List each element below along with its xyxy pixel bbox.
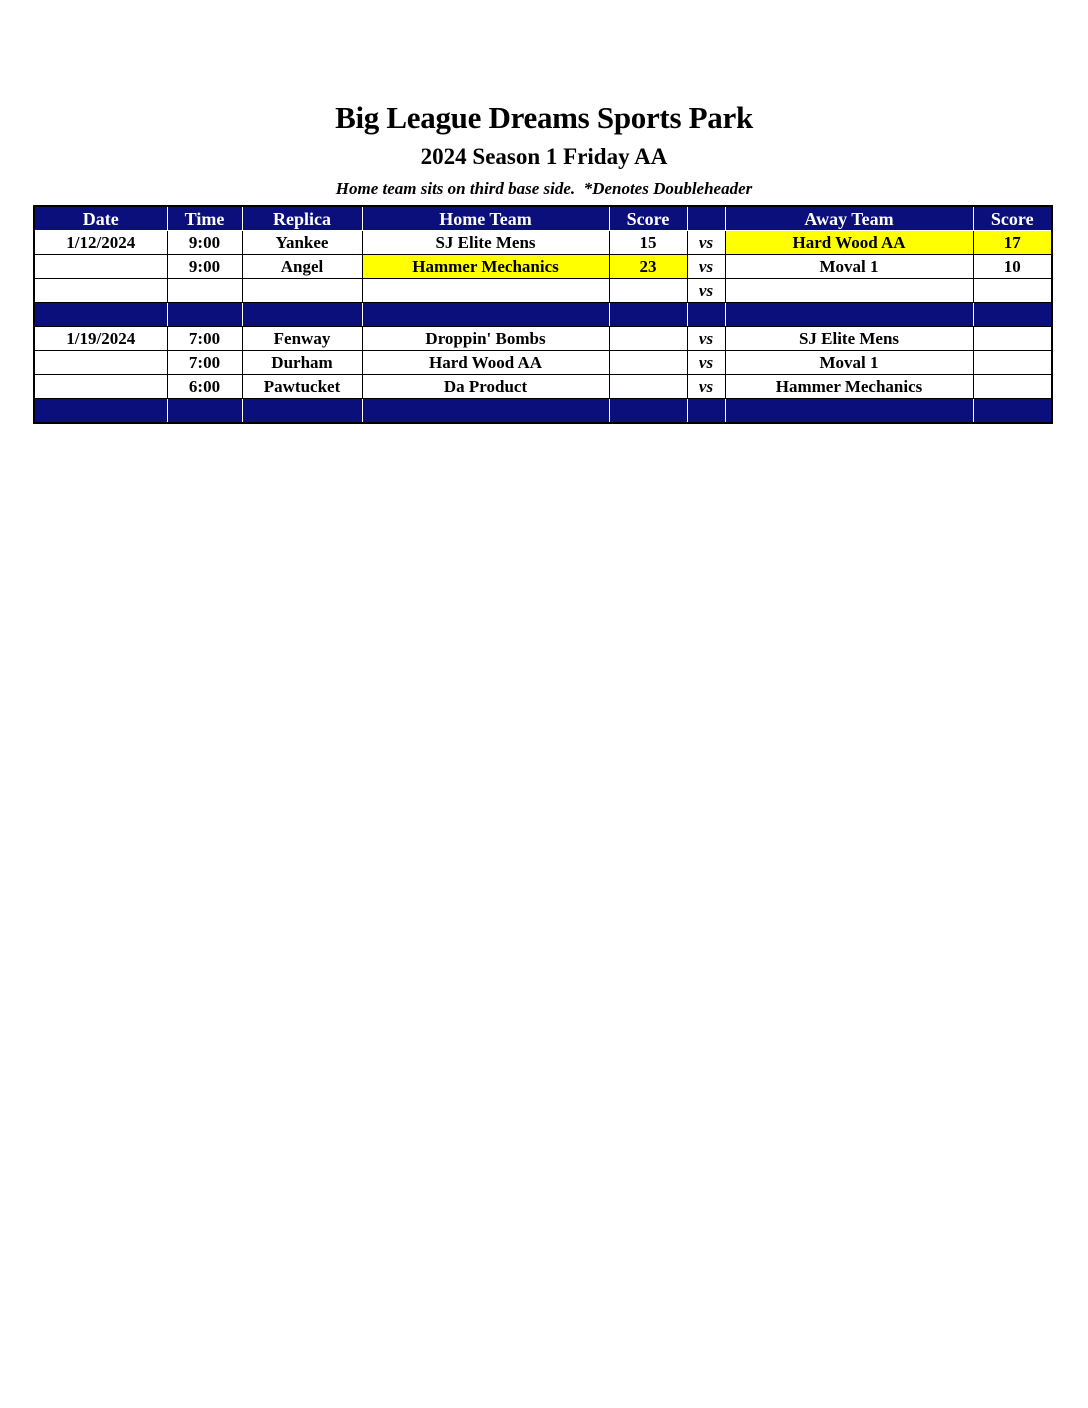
table-row xyxy=(34,279,1052,303)
home-team-cell-winner: Hammer Mechanics xyxy=(362,255,609,279)
column-header-home-score: Score xyxy=(609,206,687,231)
date-cell xyxy=(34,279,167,303)
time-cell: 7:00 xyxy=(167,351,242,375)
table-row xyxy=(34,231,1052,255)
home-team-cell: SJ Elite Mens xyxy=(362,231,609,255)
column-header-away-team: Away Team xyxy=(725,206,973,231)
time-cell: 9:00 xyxy=(167,231,242,255)
time-cell: 7:00 xyxy=(167,327,242,351)
week-separator-row xyxy=(34,399,1052,424)
home-score-cell xyxy=(609,279,687,303)
home-score-cell-winner: 23 xyxy=(609,255,687,279)
away-score-cell xyxy=(973,279,1052,303)
away-team-cell-winner: Hard Wood AA xyxy=(725,231,973,255)
away-team-cell: Hammer Mechanics xyxy=(725,375,973,399)
replica-cell: Fenway xyxy=(242,327,362,351)
schedule-note: Home team sits on third base side. *Denotes Doubleheader xyxy=(335,179,753,198)
table-row xyxy=(34,375,1052,399)
column-header-home-team: Home Team xyxy=(362,206,609,231)
column-header-replica: Replica xyxy=(242,206,362,231)
time-cell: 9:00 xyxy=(167,255,242,279)
away-score-cell: 10 xyxy=(973,255,1052,279)
away-team-cell: Moval 1 xyxy=(725,351,973,375)
home-team-cell: Da Product xyxy=(362,375,609,399)
away-team-cell: SJ Elite Mens xyxy=(725,327,973,351)
replica-cell: Pawtucket xyxy=(242,375,362,399)
vs-cell: vs xyxy=(687,231,725,255)
column-header-date: Date xyxy=(34,206,167,231)
week-separator-row xyxy=(34,303,1052,327)
replica-cell: Yankee xyxy=(242,231,362,255)
time-cell xyxy=(167,279,242,303)
table-row xyxy=(34,327,1052,351)
date-cell xyxy=(34,351,167,375)
away-score-cell-winner: 17 xyxy=(973,231,1052,255)
replica-cell xyxy=(242,279,362,303)
home-team-cell xyxy=(362,279,609,303)
vs-cell: vs xyxy=(687,327,725,351)
time-cell: 6:00 xyxy=(167,375,242,399)
home-score-cell xyxy=(609,351,687,375)
page-subtitle: 2024 Season 1 Friday AA xyxy=(420,144,668,169)
column-header-vs xyxy=(687,206,725,231)
date-cell xyxy=(34,255,167,279)
page-title: Big League Dreams Sports Park xyxy=(335,100,753,135)
table-row xyxy=(34,255,1052,279)
vs-cell: vs xyxy=(687,351,725,375)
vs-cell: vs xyxy=(687,255,725,279)
home-score-cell xyxy=(609,375,687,399)
date-cell: 1/12/2024 xyxy=(34,231,167,255)
table-header-row xyxy=(34,206,1052,231)
date-cell: 1/19/2024 xyxy=(34,327,167,351)
replica-cell: Durham xyxy=(242,351,362,375)
away-team-cell xyxy=(725,279,973,303)
vs-cell: vs xyxy=(687,279,725,303)
home-score-cell xyxy=(609,327,687,351)
date-cell xyxy=(34,375,167,399)
away-score-cell xyxy=(973,375,1052,399)
replica-cell: Angel xyxy=(242,255,362,279)
away-score-cell xyxy=(973,327,1052,351)
home-score-cell: 15 xyxy=(609,231,687,255)
column-header-away-score: Score xyxy=(973,206,1052,231)
schedule-table xyxy=(33,205,1053,424)
away-team-cell: Moval 1 xyxy=(725,255,973,279)
vs-cell: vs xyxy=(687,375,725,399)
home-team-cell: Droppin' Bombs xyxy=(362,327,609,351)
column-header-time: Time xyxy=(167,206,242,231)
home-team-cell: Hard Wood AA xyxy=(362,351,609,375)
table-row xyxy=(34,351,1052,375)
away-score-cell xyxy=(973,351,1052,375)
